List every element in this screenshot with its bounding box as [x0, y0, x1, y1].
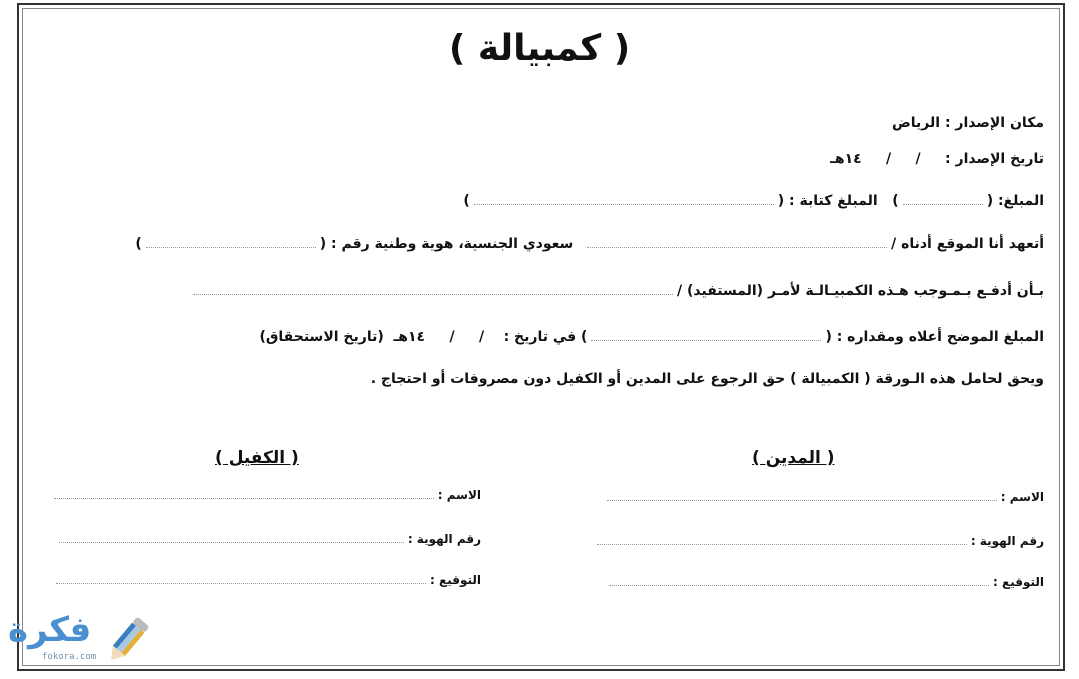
watermark-text: فكرة [8, 610, 92, 650]
debtor-id-row [593, 534, 1044, 548]
debtor-name-row [603, 490, 1044, 504]
guarantor-id-row [55, 532, 481, 546]
issue-date-value: / / ١٤هـ [830, 151, 921, 167]
label: مكان الإصدار : [944, 115, 1044, 131]
label: بـأن أدفـع بـمـوجب هـذه الكمبيـالـة لأمـر (المستفيد) / [677, 283, 1044, 299]
paren: ) [135, 236, 142, 252]
payee-line [189, 283, 1044, 299]
amount-line [463, 193, 1044, 209]
label: تاريخ الإصدار : [945, 151, 1044, 167]
rights-line [371, 371, 1044, 387]
watermark-logo [6, 612, 151, 667]
debtor-signature-row [605, 575, 1044, 589]
label: التوقيع : [993, 575, 1044, 589]
issue-date-line [830, 151, 1044, 167]
signer-name-field[interactable] [587, 237, 887, 248]
due-line [260, 329, 1045, 345]
debtor-signature-field[interactable] [609, 575, 989, 586]
pledge-line [135, 236, 1044, 252]
issue-place-line [892, 115, 1044, 131]
watermark-url: fokora.com [42, 652, 97, 662]
guarantor-heading: ( الكفيل ) [215, 448, 299, 468]
label: (تاريخ الاستحقاق) [259, 329, 384, 345]
label: الاسم : [1000, 490, 1044, 504]
national-id-field[interactable] [146, 237, 316, 248]
label: رقم الهوية : [970, 534, 1044, 548]
label: أتعهد أنا الموقع أدناه / [891, 236, 1044, 252]
guarantor-signature-field[interactable] [56, 573, 426, 584]
label: سعودي الجنسية، هوية وطنية رقم : ( [319, 236, 574, 252]
label: الاسم : [437, 488, 481, 502]
amount-field[interactable] [903, 194, 983, 205]
guarantor-name-row [50, 488, 481, 502]
paren: ) [892, 193, 899, 209]
payee-field[interactable] [193, 284, 673, 295]
rights-text: ويحق لحامل هذه الـورقة ( الكمبيالة ) حق الرجوع على المدين أو الكفيل دون مصروفات أو احتجاج . [370, 371, 1044, 387]
guarantor-signature-row [52, 573, 481, 587]
debtor-name-field[interactable] [607, 490, 997, 501]
amount-words-field[interactable] [474, 194, 774, 205]
label: التوقيع : [430, 573, 481, 587]
pencil-icon [104, 614, 152, 666]
due-amount-field[interactable] [591, 330, 821, 341]
guarantor-name-field[interactable] [54, 488, 434, 499]
issue-place-value: الرياض [891, 115, 941, 131]
debtor-heading: ( المدين ) [752, 448, 835, 468]
label: ) في تاريخ : [503, 329, 588, 345]
document-title: ( كمبيالة ) [448, 28, 631, 69]
label: المبلغ كتابة : ( [777, 193, 878, 209]
label: المبلغ: ( [986, 193, 1044, 209]
guarantor-id-field[interactable] [59, 532, 404, 543]
label: المبلغ الموضح أعلاه ومقداره : ( [825, 329, 1044, 345]
label: رقم الهوية : [407, 532, 481, 546]
due-date-value: / / ١٤هـ [393, 329, 485, 345]
debtor-id-field[interactable] [597, 534, 967, 545]
paren: ) [463, 193, 470, 209]
